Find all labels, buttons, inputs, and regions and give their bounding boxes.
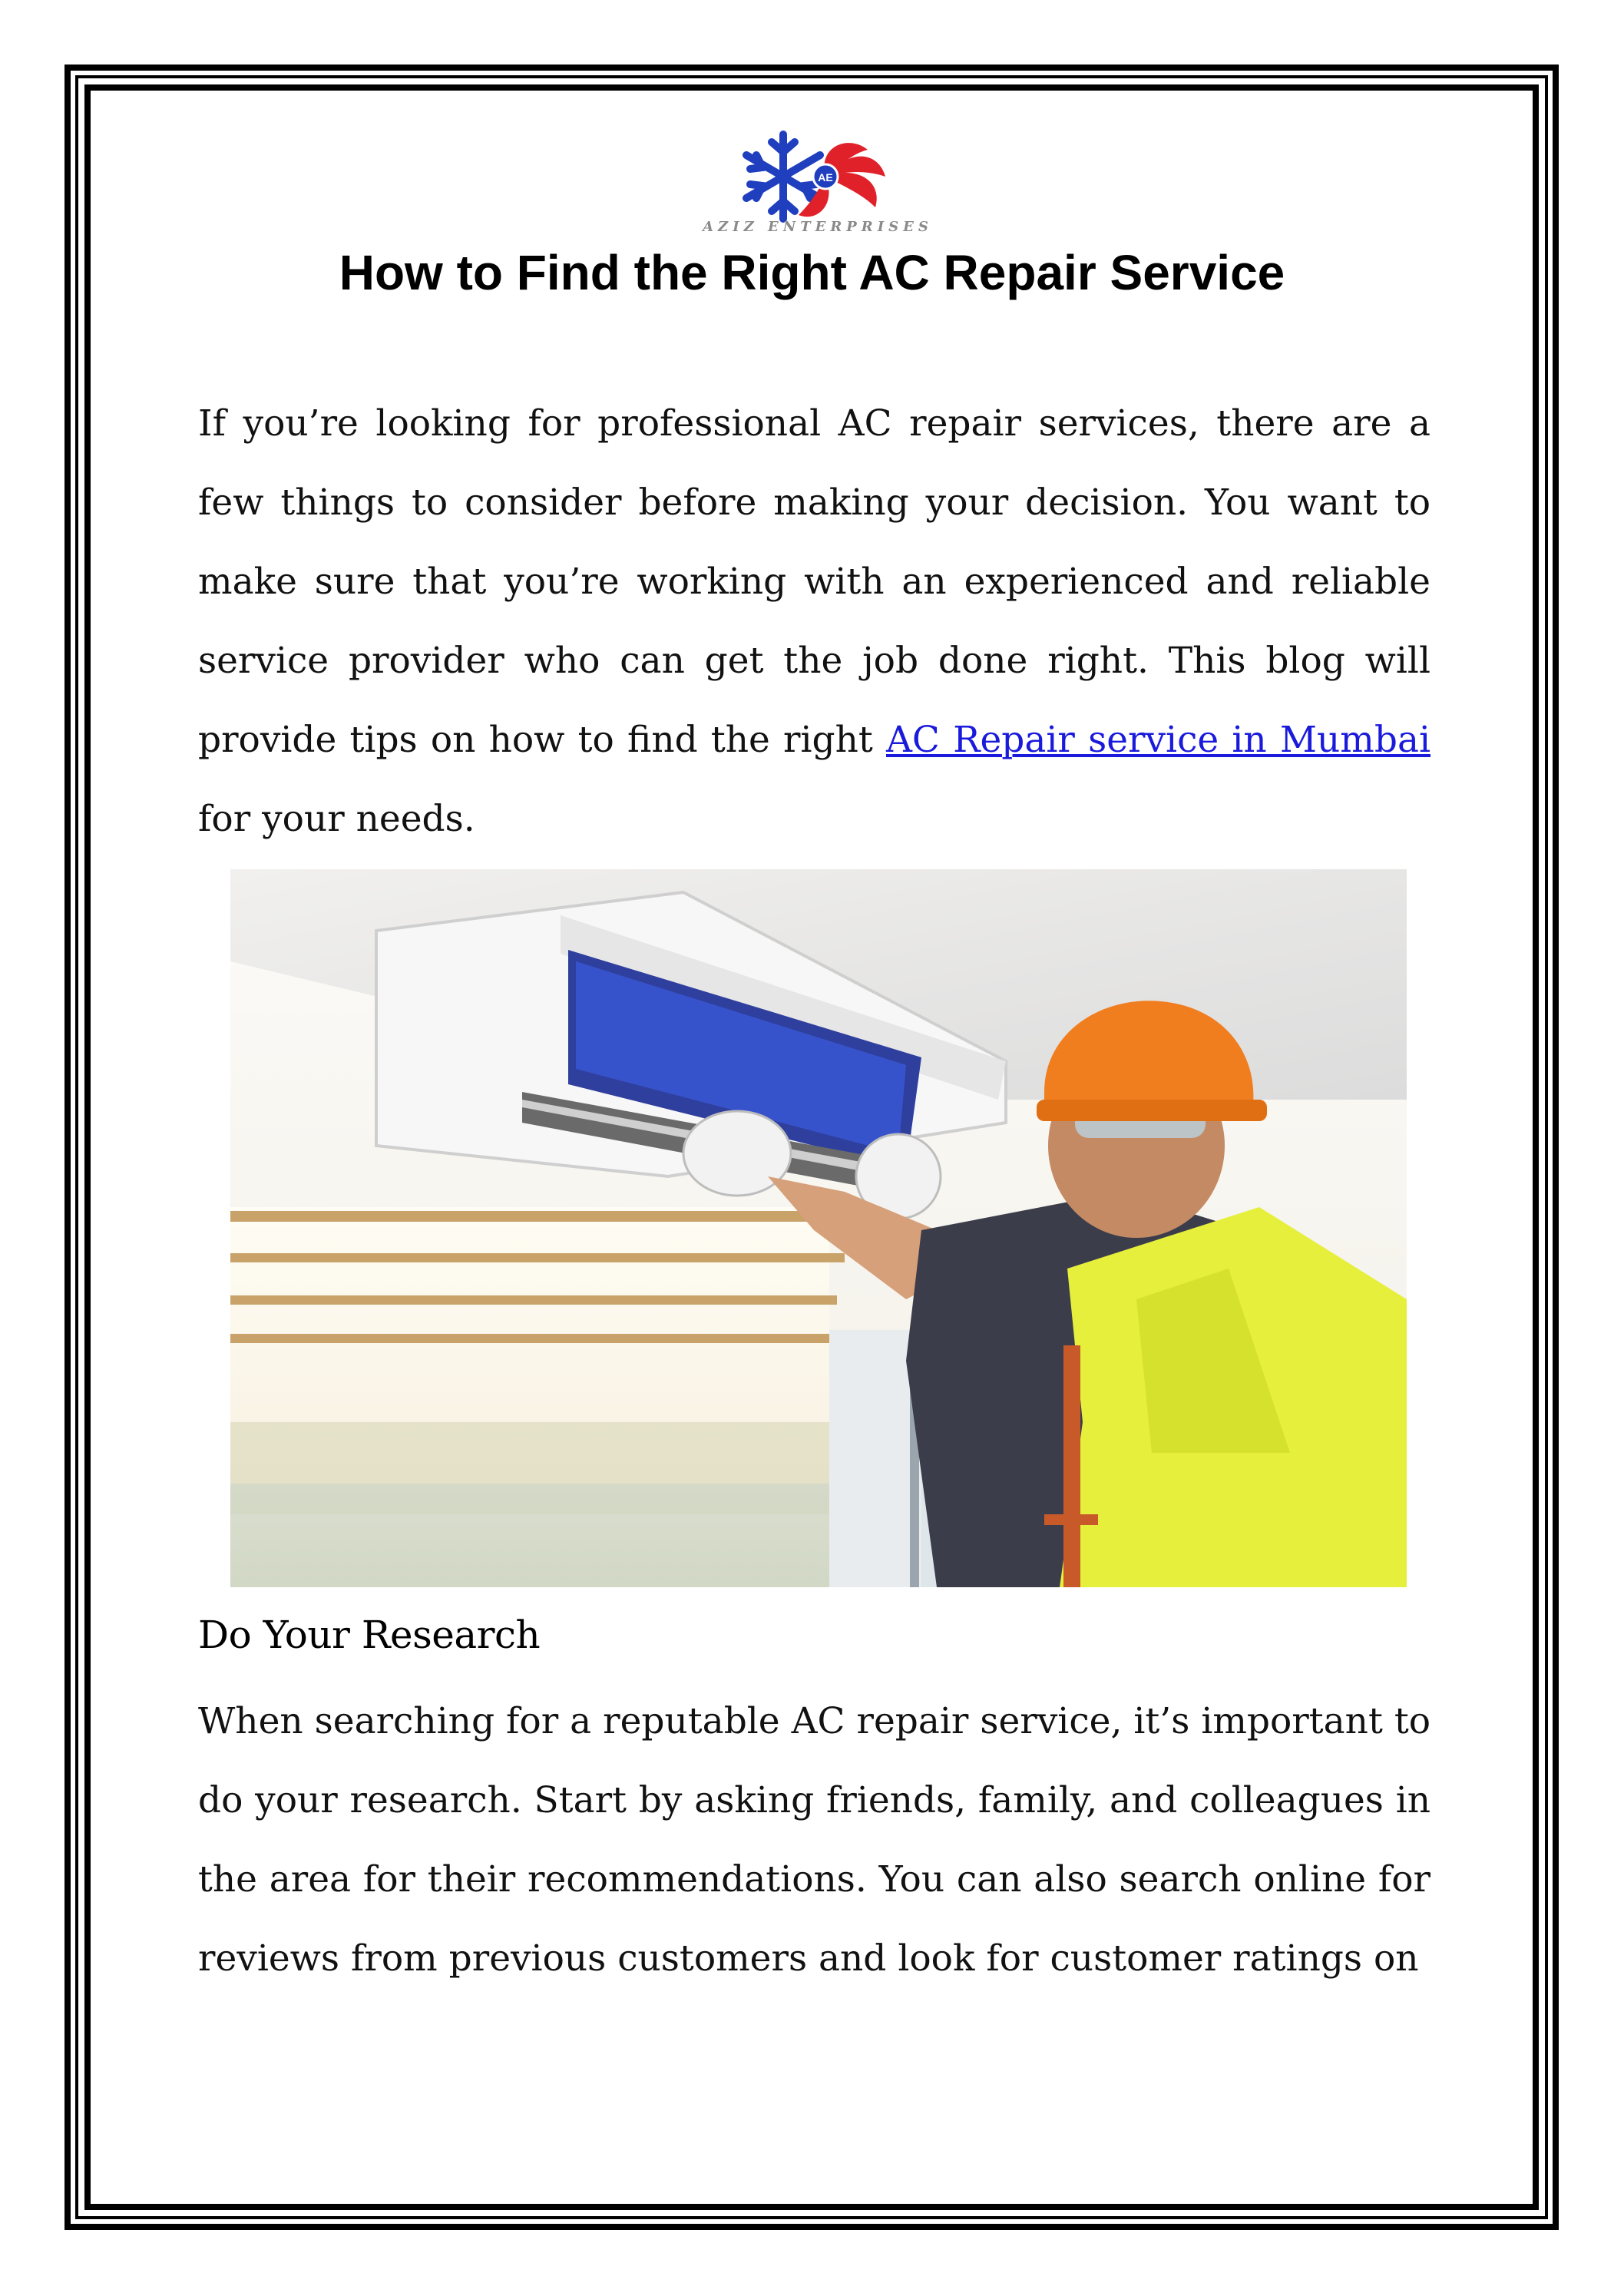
ac-repair-mumbai-link[interactable]: AC Repair service in Mumbai <box>885 719 1431 761</box>
intro-text-before-link: If you’re looking for professional AC repair services, there are a few things to consider before making your decision. You want to make sure that you’re working with an experienced and reliable service provider who can get the job done right. This blog will provide tips on how to find the right <box>198 402 1431 761</box>
fan-icon <box>799 143 885 217</box>
page-title: How to Find the Right AC Repair Service <box>339 245 1285 300</box>
section-heading: Do Your Research <box>198 1613 541 1657</box>
company-name: AZIZ ENTERPRISES <box>703 219 933 235</box>
section-body: When searching for a reputable AC repair service, it’s important to do your research. Start by asking friends, family, and colleagues in the area for their recommendations. You can also search online for reviews from previous customers and look for customer ratings on <box>198 1700 1431 1980</box>
intro-text-after-link: for your needs. <box>198 798 475 840</box>
ac-technician-photo <box>230 869 1407 1587</box>
logo-badge: AE <box>818 171 833 184</box>
intro-paragraph <box>198 384 1431 859</box>
